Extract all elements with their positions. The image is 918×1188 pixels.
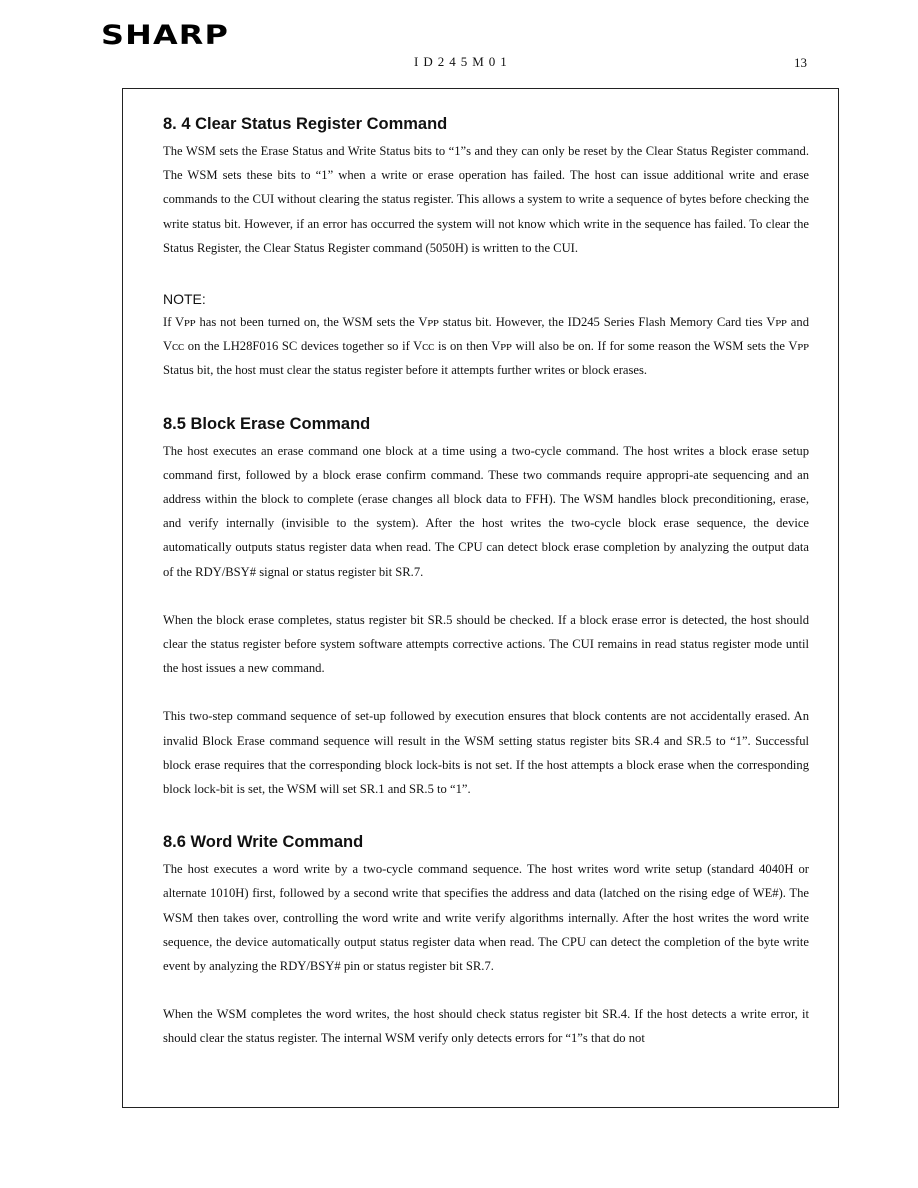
content-frame — [122, 88, 839, 1108]
page-number: 13 — [794, 55, 807, 70]
section-heading: 8.6 Word Write Command — [163, 833, 364, 852]
paragraph: When the WSM completes the word writes, the host should check status register bit SR.4. If the host detects a write error, it should clear the status register. The internal WSM verify only detects errors for “1”s that do not — [163, 1007, 809, 1046]
note-heading: NOTE: — [163, 291, 206, 308]
content-body — [163, 113, 809, 1051]
paragraph: When the block erase completes, status register bit SR.5 should be checked. If a block erase error is detected, the host should clear the status register before system software attempts corrective actions. The CUI remains in read status register mode until the host issues a new command. — [163, 612, 809, 676]
sharp-logo: SHARP — [101, 20, 230, 51]
note-text: If Vᴘᴘ has not been turned on, the WSM sets the Vᴘᴘ status bit. However, the ID245 Series Flash Memory Card ties Vᴘᴘ and Vᴄᴄ on the LH28F016 SC devices together so if Vᴄᴄ is on then Vᴘᴘ will also be on. If for some reason the WSM sets the Vᴘᴘ Status bit, the host must clear the status register before it attempts further writes or block erases. — [163, 315, 809, 378]
section-heading: 8.5 Block Erase Command — [163, 414, 371, 433]
paragraph: The host executes an erase command one block at a time using a two-cycle command. The host writes a block erase setup command first, followed by a block erase confirm command. These two commands require appropri-ate sequencing and an address within the block to complete (erase changes all block data to FFH). The WSM handles block preconditioning, erase, and verify internally (invisible to the system). After the host writes the two-cycle block erase sequence, the device automatically outputs status register data when read. The CPU can detect block erase completion by analyzing the output data of the RDY/BSY# signal or status register bit SR.7. — [163, 443, 809, 579]
section-clear-status-register — [163, 113, 809, 383]
paragraph: The host executes a word write by a two-cycle command sequence. The host writes word write setup (standard 4040H or alternate 1010H) first, followed by a second write that specifies the address and data (latched on the rising edge of WE#). The WSM then takes over, controlling the word write and write verify algorithms internally. After the host writes the word write sequence, the device automatically output status register data when read. The CPU can detect the completion of the byte write event by analyzing the RDY/BSY# pin or status register bit SR.7. — [163, 862, 809, 974]
section-block-erase — [163, 413, 809, 802]
document-id: ID245M01 — [414, 54, 512, 69]
paragraph: The WSM sets the Erase Status and Write Status bits to “1”s and they can only be reset by the Clear Status Register command. The WSM sets these bits to “1” when a write or erase operation has failed. The host can issue additional write and erase commands to the CUI without clearing the status register. This allows a system to write a sequence of bytes before checking the write status bit. However, if an error has occurred the system will not know which write in the sequence has failed. To clear the Status Register, the Clear Status Register command (5050H) is written to the CUI. — [163, 144, 809, 255]
paragraph: This two-step command sequence of set-up followed by execution ensures that block contents are not accidentally erased. An invalid Block Erase command sequence will result in the WSM setting status register bits SR.4 and SR.5 to “1”. Successful block erase requires that the corresponding block lock-bits is not set. If the host attempts a block erase when the corresponding block lock-bit is set, the WSM will set SR.1 and SR.5 to “1”. — [163, 709, 809, 797]
section-word-write — [163, 831, 809, 1050]
section-heading: 8. 4 Clear Status Register Command — [163, 115, 448, 133]
